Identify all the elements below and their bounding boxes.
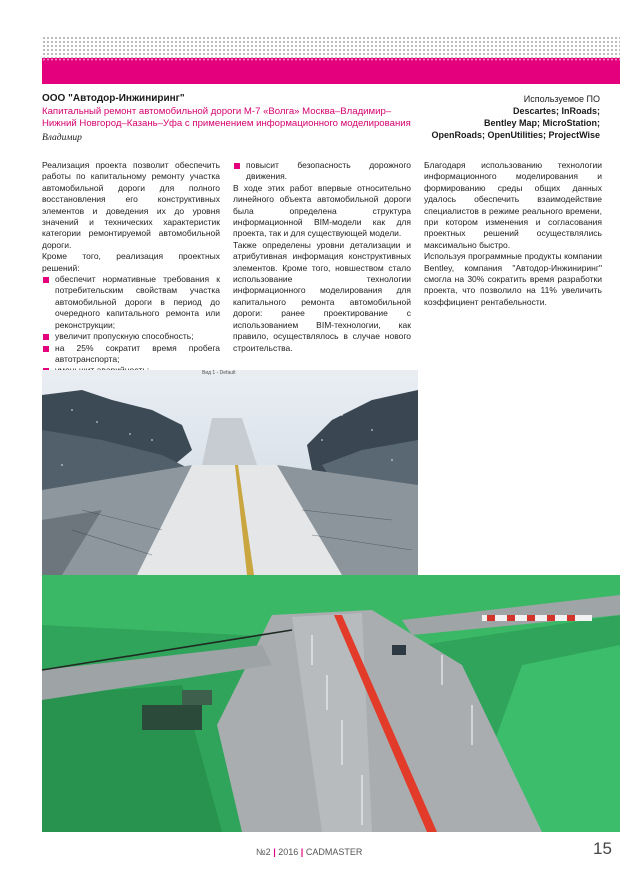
bim-model-render — [42, 575, 620, 832]
issue-year: 2016 — [278, 847, 299, 857]
point-cloud-screenshot — [42, 370, 418, 575]
pink-header-bar — [42, 58, 620, 84]
project-city: Владимир — [42, 133, 82, 143]
window-title: Вид 1 - Default — [202, 370, 236, 376]
point-cloud-image — [42, 370, 418, 575]
paragraph: Благодаря использованию технологии информационного моделирования и формированию среды общих данных удалось обеспечить взаимодействие специалистов в режиме реального времени, при котором изменения и согласования проектных решений осуществлялись максимально быстро. — [424, 160, 602, 250]
dotted-header-band — [42, 36, 620, 58]
page-number: 15 — [593, 839, 612, 858]
text-column-1 — [42, 160, 220, 377]
software-label: Используемое ПО — [523, 94, 600, 104]
text-column-2 — [233, 160, 411, 354]
project-title: Капитальный ремонт автомобильной дороги М-7 «Волга» Москва–Владимир–Нижний Новгород–Казань–Уфа с применением информационного моделирования — [42, 106, 411, 129]
paragraph: Также определены уровни детализации и атрибутивная информация конструктивных элементов. Кроме того, новшеством стало использование технологии информационного моделирования для капитального ремонта автомобильной дороги: ранее проектирование с использованием BIM-технологии, как правило, осуществлялось в случае нового строительства. — [233, 239, 411, 353]
bullet-item: повысит безопасность дорожного движения. — [233, 160, 411, 183]
paragraph: В ходе этих работ впервые относительно линейного объекта автомобильной дороги была определена структура информационной BIM-модели как для проекта, так и для существующей модели. — [233, 182, 411, 239]
bullet-list — [42, 274, 220, 377]
software-line: Descartes; InRoads; — [512, 106, 600, 116]
paragraph: Реализация проекта позволит обеспечить работы по капитальному ремонту участка автомобильной дороги для полного восстановления его конструктивных элементов и доведения их до уровня значений и технических характеристик категории ремонтируемой автомобильной дороги. — [42, 160, 220, 250]
paragraph: Кроме того, реализация проектных решений: — [42, 251, 220, 273]
paragraph: Используя программные продукты компании Bentley, компания "Автодор-Инжиниринг" смогла на 30% сократить время разработки проекта, что позволило на 11% увеличить коэффициент рентабельности. — [424, 251, 602, 307]
text-column-3 — [424, 160, 602, 308]
software-line: OpenRoads; OpenUtilities; ProjectWise — [431, 130, 600, 140]
bullet-item: обеспечит нормативные требования к потребительским свойствам участка автомобильной дороги в период до очередного капитального ремонта или реконструкции; — [42, 274, 220, 331]
bullet-list — [233, 160, 411, 183]
software-line: Bentley Map; MicroStation; — [483, 118, 600, 128]
issue-number: №2 — [256, 847, 271, 857]
magazine-name: CADMASTER — [305, 847, 363, 857]
bullet-item: увеличит пропускную способность; — [42, 331, 220, 342]
bullet-item: на 25% сократит время пробега автотранспорта; — [42, 343, 220, 366]
company-name: ООО "Автодор-Инжиниринг" — [42, 93, 185, 104]
bim-model-image — [42, 575, 620, 832]
issue-info: №2 | 2016 | CADMASTER — [256, 847, 363, 857]
software-used — [370, 93, 600, 141]
